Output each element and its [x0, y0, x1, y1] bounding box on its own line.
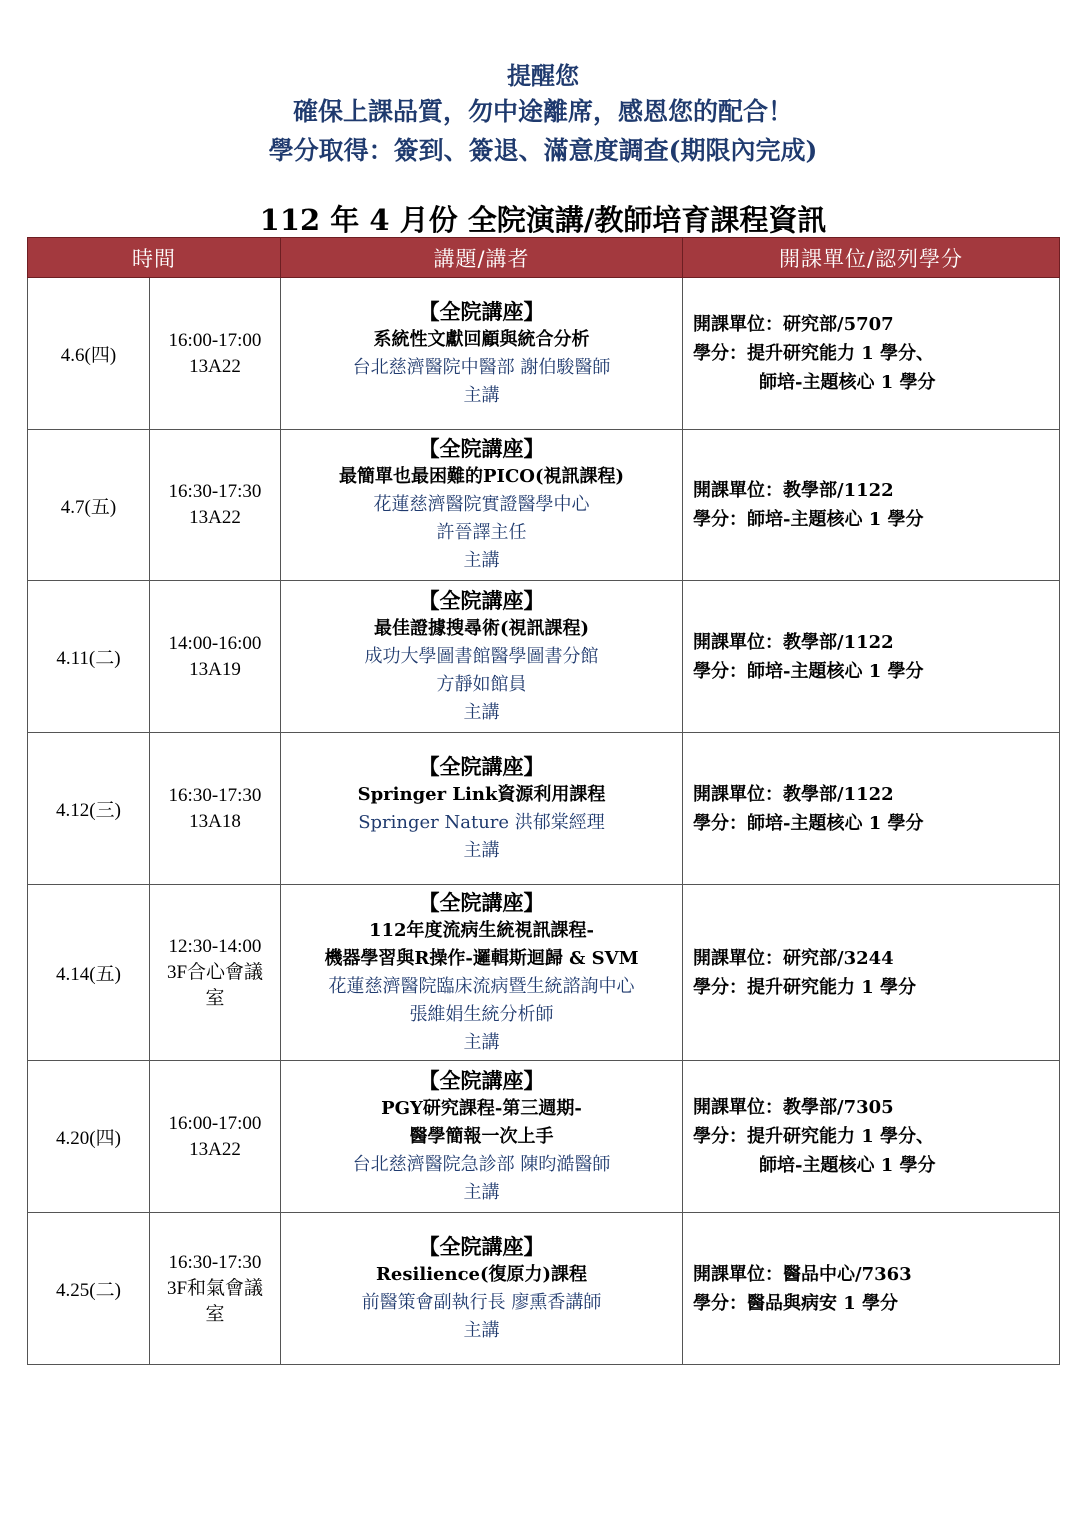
session-room: 13A22	[189, 507, 241, 528]
session-topic-speaker	[281, 1061, 683, 1213]
session-topic-speaker	[281, 733, 683, 885]
session-time-location	[150, 430, 281, 581]
lecture-title: 系統性文獻回顧與統合分析	[373, 328, 590, 350]
course-schedule-table	[27, 237, 1060, 1365]
organizing-unit: 開課單位：教學部/1122	[693, 480, 894, 501]
organizing-unit: 開課單位：教學部/1122	[693, 631, 894, 653]
lecture-type-tag: 【全院講座】	[418, 1067, 545, 1093]
lecture-speaker: 主講	[463, 1181, 500, 1203]
lecture-type-tag: 【全院講座】	[418, 587, 545, 613]
credit-info: 學分：師培-主題核心 1 學分	[693, 509, 924, 530]
lecture-speaker: 許晉譯主任	[436, 522, 527, 543]
organizing-unit: 開課單位：研究部/3244	[693, 947, 894, 969]
document-title: 112 年 4 月份 全院演講/教師培育課程資訊	[259, 203, 827, 237]
lecture-title: 最簡單也最困難的PICO(視訊課程)	[339, 466, 624, 487]
session-topic-speaker	[281, 430, 683, 581]
credit-info: 學分：醫品與病安 1 學分	[693, 1292, 899, 1314]
session-time: 14:00-16:00	[168, 632, 262, 654]
lecture-speaker: 主講	[463, 701, 500, 723]
lecture-speaker: 台北慈濟醫院中醫部 謝伯駿醫師	[352, 356, 611, 378]
session-room: 13A18	[189, 810, 241, 832]
lecture-type-tag: 【全院講座】	[418, 889, 545, 915]
session-topic-speaker	[281, 581, 683, 733]
session-time-location	[150, 885, 281, 1061]
lecture-speaker: 花蓮慈濟醫院臨床流病暨生統諮詢中心	[328, 975, 635, 997]
header-topic-speaker: 講題/講者	[281, 238, 683, 278]
table-row	[28, 1213, 1060, 1365]
session-unit-credits	[683, 581, 1060, 733]
session-date: 4.25(二)	[28, 1213, 150, 1365]
table-row	[28, 885, 1060, 1061]
lecture-speaker: 張維娟生統分析師	[409, 1003, 554, 1025]
notice-attendance: 確保上課品質，勿中途離席，感恩您的配合！	[292, 97, 793, 126]
session-room: 13A19	[189, 658, 241, 680]
lecture-type-tag: 【全院講座】	[418, 436, 545, 461]
organizing-unit: 開課單位：醫品中心/7363	[693, 1263, 912, 1285]
lecture-speaker: 主講	[463, 839, 500, 861]
lecture-title: 最佳證據搜尋術(視訊課程)	[373, 617, 590, 639]
credit-info: 學分：提升研究能力 1 學分、	[693, 343, 935, 364]
table-row	[28, 733, 1060, 885]
organizing-unit: 開課單位：研究部/5707	[693, 314, 894, 335]
session-unit-credits	[683, 733, 1060, 885]
organizing-unit: 開課單位：教學部/7305	[693, 1097, 894, 1118]
lecture-speaker: 成功大學圖書館醫學圖書分館	[364, 645, 599, 667]
session-time-location	[150, 733, 281, 885]
lecture-speaker: 前醫策會副執行長 廖熏香講師	[361, 1291, 602, 1313]
session-room: 13A22	[189, 1138, 241, 1160]
notice-heading: 提醒您	[507, 61, 579, 90]
credit-info: 師培-主題核心 1 學分	[759, 372, 936, 393]
lecture-speaker: 台北慈濟醫院急診部 陳昀澔醫師	[352, 1153, 611, 1175]
session-time-location	[150, 278, 281, 430]
session-time: 16:30-17:30	[168, 1251, 262, 1273]
session-time: 16:00-17:00	[168, 1112, 262, 1134]
organizing-unit: 開課單位：教學部/1122	[693, 783, 894, 805]
header-time: 時間	[28, 238, 281, 278]
notice-credit-requirements: 學分取得：簽到、簽退、滿意度調查(期限內完成)	[268, 136, 818, 165]
lecture-speaker: 主講	[463, 1031, 500, 1053]
session-date: 4.7(五)	[28, 430, 150, 581]
lecture-speaker: 主講	[463, 384, 500, 406]
session-unit-credits	[683, 278, 1060, 430]
table-row	[28, 430, 1060, 581]
lecture-title: 112年度流病生統視訊課程-	[368, 919, 595, 941]
table-row	[28, 278, 1060, 430]
session-room: 3F合心會議	[166, 961, 264, 983]
lecture-title: 醫學簡報一次上手	[409, 1125, 554, 1147]
session-time-location	[150, 1213, 281, 1365]
lecture-speaker: 方靜如館員	[436, 673, 527, 695]
session-date: 4.14(五)	[28, 885, 150, 1061]
lecture-type-tag: 【全院講座】	[418, 753, 545, 779]
session-date: 4.12(三)	[28, 733, 150, 885]
lecture-speaker: 主講	[463, 550, 500, 571]
header-unit-credits: 開課單位/認列學分	[683, 238, 1060, 278]
lecture-speaker: 主講	[463, 1319, 500, 1341]
lecture-title: 機器學習與R操作-邏輯斯迴歸 & SVM	[324, 947, 639, 969]
session-unit-credits	[683, 1061, 1060, 1213]
lecture-type-tag: 【全院講座】	[418, 298, 545, 324]
credit-info: 學分：提升研究能力 1 學分	[693, 976, 917, 998]
session-topic-speaker	[281, 1213, 683, 1365]
session-time: 16:00-17:00	[168, 329, 262, 351]
lecture-title: Resilience(復原力)課程	[375, 1263, 588, 1285]
session-unit-credits	[683, 885, 1060, 1061]
session-date: 4.11(二)	[28, 581, 150, 733]
session-room: 3F和氣會議	[166, 1277, 264, 1299]
session-unit-credits	[683, 430, 1060, 581]
credit-info: 學分：師培-主題核心 1 學分	[693, 660, 924, 682]
credit-info: 師培-主題核心 1 學分	[759, 1155, 936, 1176]
table-row	[28, 581, 1060, 733]
session-date: 4.20(四)	[28, 1061, 150, 1213]
lecture-speaker: 花蓮慈濟醫院實證醫學中心	[373, 494, 590, 515]
session-room: 室	[205, 987, 225, 1009]
session-time: 12:30-14:00	[168, 935, 262, 957]
session-time-location	[150, 581, 281, 733]
session-time: 16:30-17:30	[168, 784, 262, 806]
session-unit-credits	[683, 1213, 1060, 1365]
session-date: 4.6(四)	[28, 278, 150, 430]
lecture-title: Springer Link資源利用課程	[357, 783, 606, 805]
lecture-type-tag: 【全院講座】	[418, 1233, 545, 1259]
table-header-row	[28, 238, 1060, 278]
session-room: 室	[205, 1303, 225, 1325]
credit-info: 學分：提升研究能力 1 學分、	[693, 1126, 935, 1147]
table-row	[28, 1061, 1060, 1213]
session-time-location	[150, 1061, 281, 1213]
credit-info: 學分：師培-主題核心 1 學分	[693, 812, 924, 834]
session-time: 16:30-17:30	[168, 481, 262, 502]
lecture-speaker: Springer Nature 洪郁棠經理	[358, 811, 605, 833]
session-topic-speaker	[281, 885, 683, 1061]
session-room: 13A22	[189, 355, 241, 377]
session-topic-speaker	[281, 278, 683, 430]
lecture-title: PGY研究課程-第三週期-	[381, 1097, 582, 1119]
